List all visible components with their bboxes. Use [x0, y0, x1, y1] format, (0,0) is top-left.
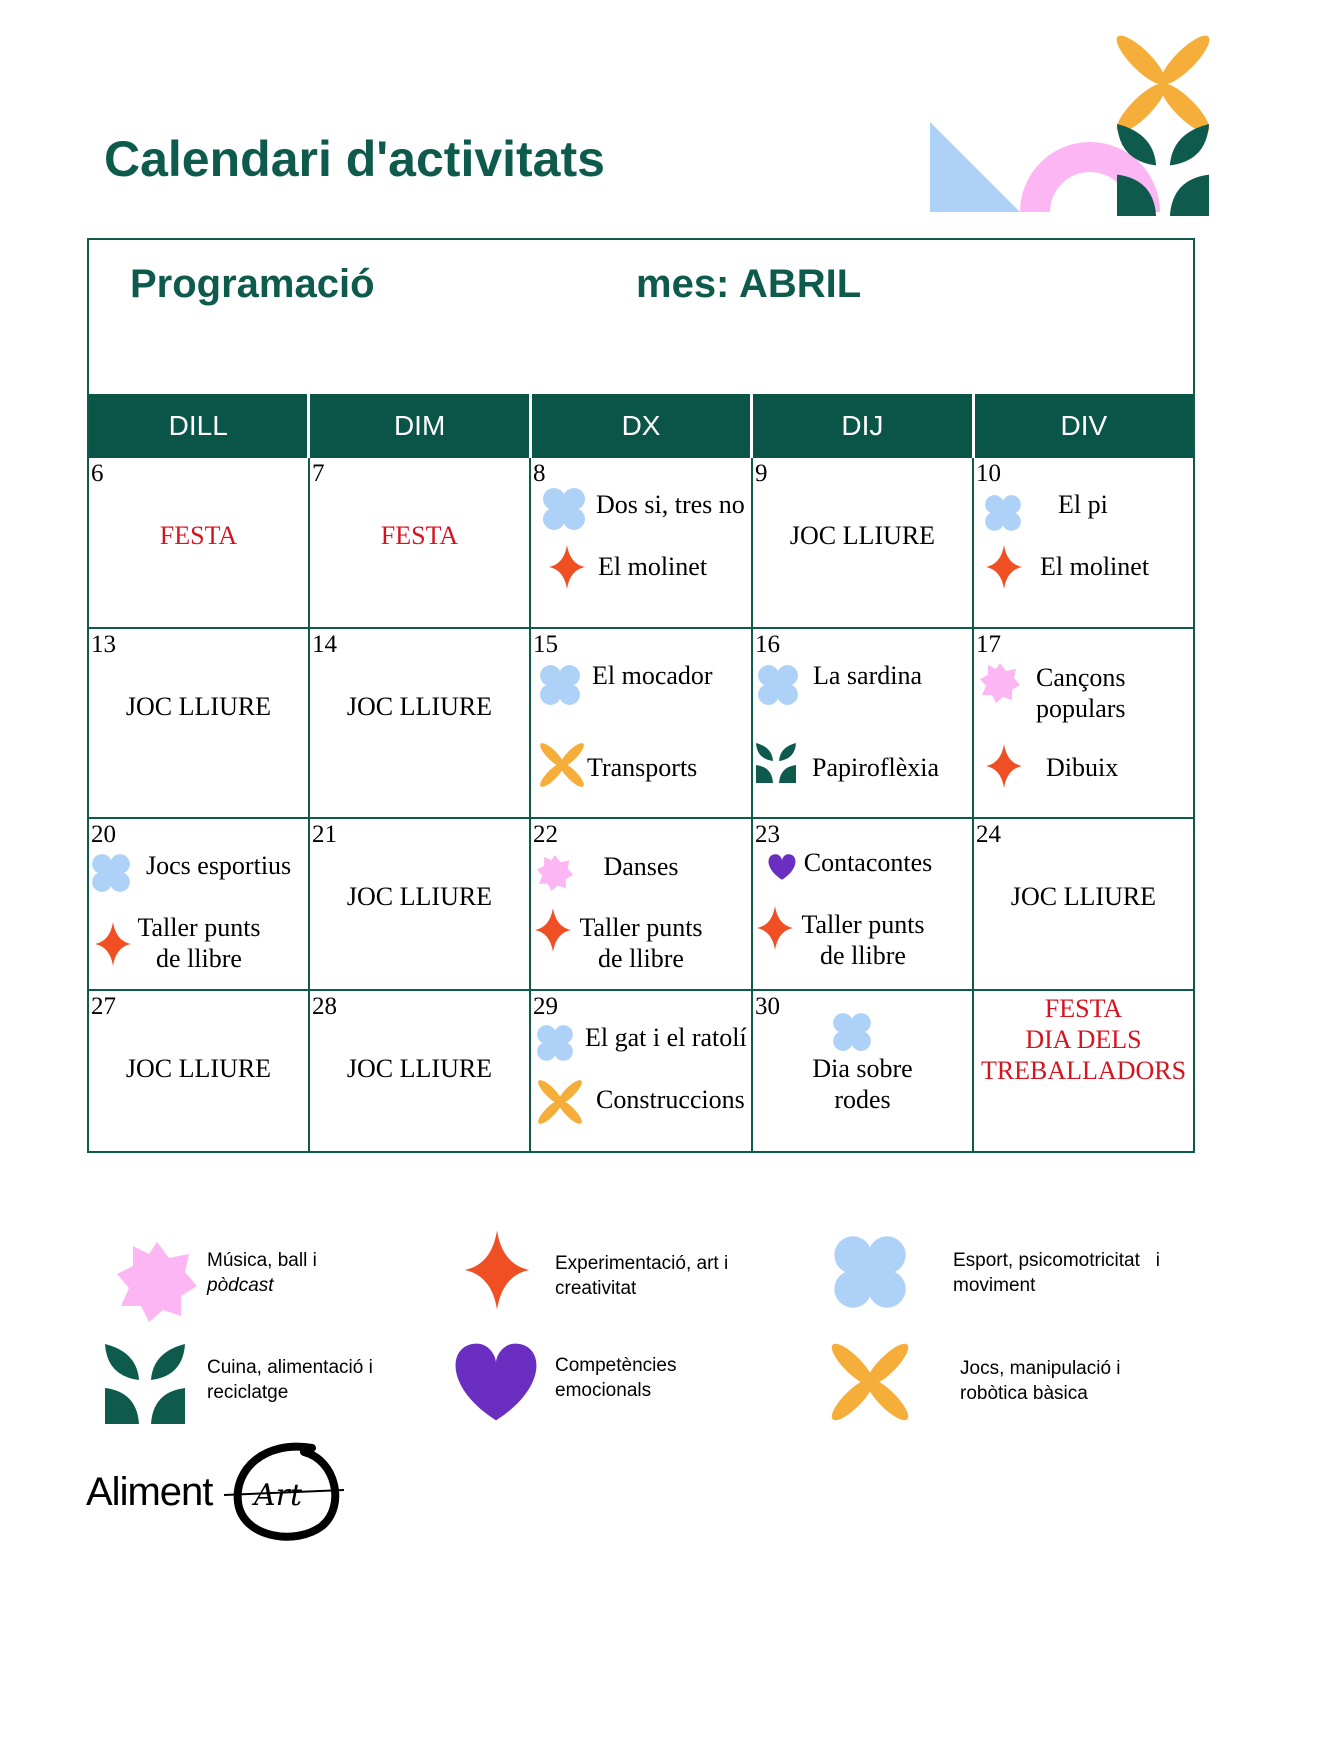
legend-line: robòtica bàsica [960, 1383, 1088, 1404]
activity-text: Danses [603, 852, 679, 881]
blue-clover-icon [89, 851, 133, 895]
legend-line: Competències [555, 1355, 677, 1376]
legend-label [953, 1248, 1160, 1298]
weekday-header [89, 394, 1193, 458]
day-cell [531, 991, 751, 1151]
day-number: 10 [976, 460, 1001, 487]
green-leaves-icon [753, 740, 799, 786]
day-cell [753, 819, 972, 989]
activity-text: Taller punts [801, 910, 925, 939]
activity-text: El molinet [1040, 552, 1150, 581]
activity-text: rodes [834, 1085, 891, 1114]
legend-label [555, 1251, 728, 1301]
activity-text: Cançons [1036, 663, 1126, 692]
blue-clover-icon [980, 490, 1026, 536]
day-number: 16 [755, 631, 780, 658]
day-number: 17 [976, 631, 1001, 658]
blue-clover-icon [755, 662, 801, 708]
month-label: mes: ABRIL [636, 262, 862, 306]
day-number: 24 [976, 821, 1001, 848]
legend-line: creativitat [555, 1278, 637, 1299]
day-number: 28 [312, 993, 337, 1020]
activity-text: El pi [1058, 490, 1108, 519]
blue-clover-icon [829, 1009, 875, 1055]
activity-text: JOC LLIURE [1010, 882, 1157, 911]
activity-text: JOC LLIURE [346, 1054, 493, 1083]
day-number: 6 [91, 460, 104, 487]
day-cell [753, 991, 972, 1151]
legend-line: Música, ball i [207, 1250, 317, 1271]
activity-text: de llibre [156, 944, 242, 973]
day-cell [974, 458, 1193, 627]
activity-text: JOC LLIURE [125, 692, 272, 721]
activity-text: de llibre [820, 941, 906, 970]
day-cell [89, 991, 308, 1151]
programacio-label: Programació [130, 262, 375, 306]
day-cell [974, 991, 1193, 1151]
activity-text: populars [1036, 694, 1126, 723]
day-number: 8 [533, 460, 546, 487]
holiday-text: DIA DELS [1025, 1025, 1142, 1054]
legend-label [207, 1248, 317, 1298]
day-number: 29 [533, 993, 558, 1020]
green-leaves-icon [100, 1342, 190, 1426]
day-number: 9 [755, 460, 768, 487]
activity-text: JOC LLIURE [125, 1054, 272, 1083]
day-number: 22 [533, 821, 558, 848]
orange-sparkle-icon [982, 741, 1026, 791]
activity-text: Papiroflèxia [812, 753, 940, 782]
activity-text: Taller punts [579, 913, 703, 942]
orange-sparkle-icon [545, 542, 589, 592]
blue-clover-icon [533, 1021, 577, 1065]
day-cell [531, 458, 751, 627]
day-cell [310, 819, 529, 989]
day-cell [531, 629, 751, 817]
blue-clover-icon [828, 1230, 912, 1314]
legend-line: emocionals [555, 1380, 652, 1401]
day-cell [89, 819, 308, 989]
activity-text: Transports [587, 753, 698, 782]
activity-text: JOC LLIURE [346, 882, 493, 911]
day-cell [310, 458, 529, 627]
day-cell [89, 458, 308, 627]
holiday-text: FESTA [1044, 994, 1123, 1023]
activity-text: Dia sobre [812, 1054, 913, 1083]
yellow-petals-icon [828, 1340, 912, 1424]
day-number: 27 [91, 993, 116, 1020]
activity-text: Jocs esportius [146, 851, 292, 880]
day-cell [974, 629, 1193, 817]
legend-label [555, 1353, 676, 1403]
petals-decoration [1111, 30, 1215, 139]
day-cell [753, 629, 972, 817]
activity-text: Contacontes [803, 848, 933, 877]
day-cell [753, 458, 972, 627]
day-cell [89, 629, 308, 817]
legend-line: pòdcast [207, 1275, 274, 1296]
activity-text: Taller punts [137, 913, 261, 942]
activity-text: FESTA [380, 521, 459, 550]
day-number: 30 [755, 993, 780, 1020]
day-number: 23 [755, 821, 780, 848]
legend-line: reciclatge [207, 1382, 289, 1403]
activity-text: JOC LLIURE [346, 692, 493, 721]
legend-label [960, 1356, 1121, 1406]
day-number: 14 [312, 631, 337, 658]
legend-label [207, 1355, 373, 1405]
day-header: DX [532, 394, 753, 458]
activity-text: de llibre [598, 944, 684, 973]
orange-sparkle-icon [455, 1228, 539, 1312]
day-number: 20 [91, 821, 116, 848]
day-cell [310, 629, 529, 817]
orange-sparkle-icon [982, 542, 1026, 592]
day-header: DIJ [753, 394, 974, 458]
legend-line: moviment [953, 1275, 1036, 1296]
day-cell [531, 819, 751, 989]
activity-text: El mocador [592, 661, 713, 690]
legend-line: Experimentació, art i [555, 1253, 729, 1274]
yellow-petals-icon [537, 1079, 583, 1125]
triangle-shape [930, 122, 1020, 212]
day-cell [974, 819, 1193, 989]
activity-text: El gat i el ratolí [585, 1023, 747, 1052]
pink-star-icon [978, 661, 1022, 705]
day-number: 13 [91, 631, 116, 658]
purple-heart-icon [452, 1338, 540, 1422]
blue-clover-icon [541, 486, 587, 532]
day-header: DILL [89, 394, 310, 458]
alimentart-logo [86, 1440, 346, 1550]
logo-script-text: Art [254, 1478, 303, 1513]
day-number: 15 [533, 631, 558, 658]
activity-text: FESTA [159, 521, 238, 550]
legend-line: Esport, psicomotricitat i [953, 1250, 1160, 1271]
activity-text: La sardina [813, 661, 923, 690]
day-number: 21 [312, 821, 337, 848]
holiday-text: TREBALLADORS [980, 1056, 1187, 1085]
blue-clover-icon [537, 662, 583, 708]
legend-line: Jocs, manipulació i [960, 1358, 1121, 1379]
decoration-graphic [925, 22, 1215, 218]
activity-text: Construccions [596, 1085, 745, 1114]
day-header: DIV [1060, 410, 1108, 441]
activity-text: JOC LLIURE [789, 521, 936, 550]
yellow-petals-icon [539, 742, 585, 788]
activity-text: El molinet [598, 552, 708, 581]
logo-text: Aliment [86, 1470, 213, 1514]
page-title: Calendari d'activitats [104, 131, 605, 187]
legend-line: Cuina, alimentació i [207, 1357, 373, 1378]
activity-text: Dibuix [1046, 753, 1119, 782]
day-cell [310, 991, 529, 1151]
activity-text: Dos si, tres no [596, 490, 745, 519]
day-number: 7 [312, 460, 325, 487]
pink-star-icon [115, 1240, 199, 1324]
day-header: DIM [310, 394, 531, 458]
